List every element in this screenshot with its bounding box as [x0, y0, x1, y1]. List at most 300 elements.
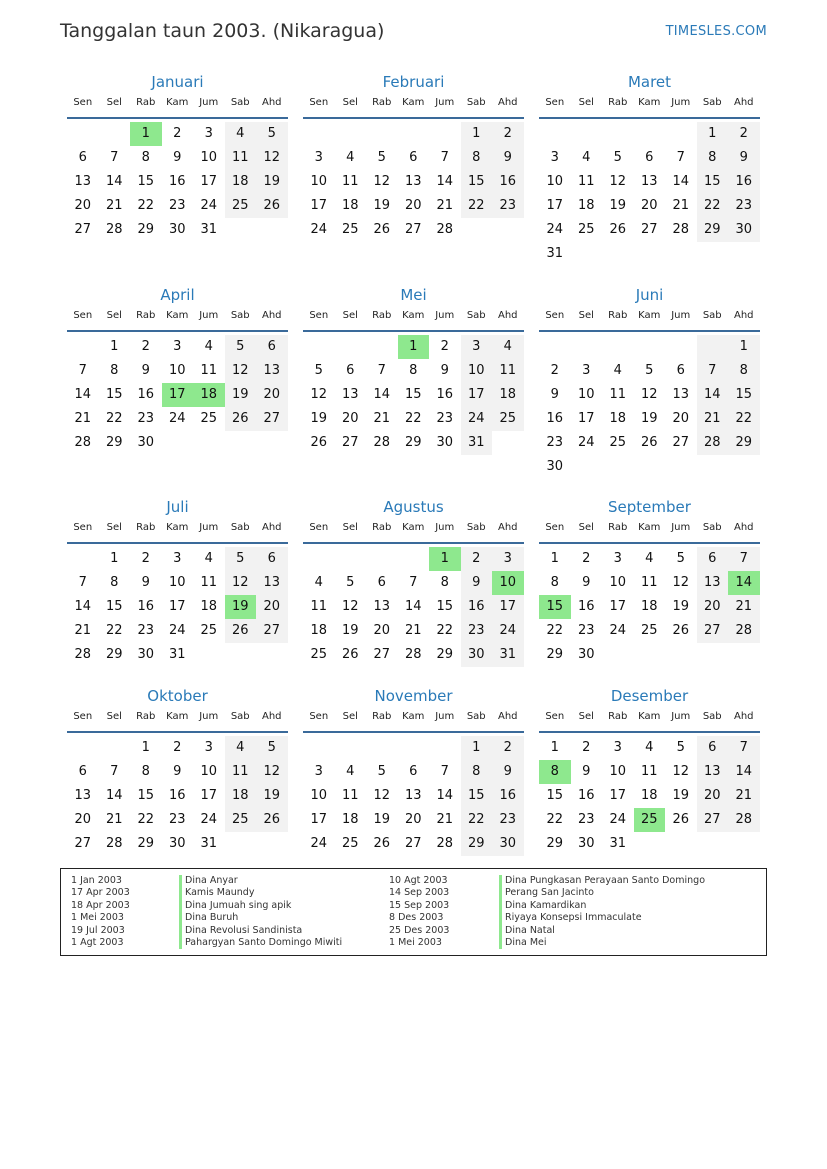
weekday-label: Rab: [136, 97, 156, 108]
day-cell: 6: [78, 150, 87, 165]
day-cell: 25: [341, 836, 359, 851]
empty-cell: [303, 547, 335, 571]
day-cell: 31: [492, 643, 524, 667]
day-cell: 7: [409, 575, 418, 590]
day-cell: 23: [137, 623, 155, 638]
day-cell: 26: [672, 812, 690, 827]
weekday-label: Sen: [73, 522, 93, 533]
day-cell: 10: [168, 575, 186, 590]
holiday-date: 17 Apr 2003: [71, 887, 130, 899]
day-cell: 5: [676, 551, 685, 566]
holiday-names-left: [179, 875, 342, 949]
month-januari: [67, 72, 288, 242]
day-cell: 15: [461, 170, 493, 194]
day-cell: 29: [728, 431, 760, 455]
day-cell: 18: [200, 599, 218, 614]
weekday-header: [539, 522, 760, 544]
empty-cell: [335, 547, 367, 571]
day-cell: 20: [404, 812, 422, 827]
weekday-header: [539, 97, 760, 119]
empty-cell: [366, 736, 398, 760]
empty-cell: [335, 736, 367, 760]
day-cell: 8: [461, 760, 493, 784]
day-cell: 22: [546, 812, 564, 827]
day-cell: 1: [398, 335, 430, 359]
empty-cell: [602, 335, 634, 359]
day-cell: 3: [173, 551, 182, 566]
day-cell: 23: [577, 623, 595, 638]
day-cell: 12: [640, 387, 658, 402]
weekday-label: Jum: [435, 310, 455, 321]
holiday-date: 18 Apr 2003: [71, 899, 130, 911]
day-cell: 12: [341, 599, 359, 614]
weekday-label: Rab: [136, 310, 156, 321]
day-cell: 10: [200, 764, 218, 779]
day-cell: 10: [577, 387, 595, 402]
brand-link[interactable]: TIMESLES.COM: [665, 24, 767, 39]
holiday-name: Dina Pungkasan Perayaan Santo Domingo: [499, 875, 705, 887]
weekday-label: Ahd: [733, 97, 754, 108]
day-cell: 30: [728, 218, 760, 242]
day-cell: 22: [697, 194, 729, 218]
day-cell: 21: [672, 198, 690, 213]
day-cell: 27: [256, 407, 288, 431]
day-cell: 25: [492, 407, 524, 431]
empty-cell: [461, 218, 493, 242]
day-cell: 15: [137, 174, 155, 189]
day-cell: 3: [613, 551, 622, 566]
weekday-label: Ahd: [497, 97, 518, 108]
day-cell: 15: [436, 599, 454, 614]
day-grid: [539, 547, 760, 667]
day-cell: 21: [728, 784, 760, 808]
empty-cell: [67, 122, 99, 146]
day-cell: 17: [461, 383, 493, 407]
day-cell: 11: [341, 788, 359, 803]
weekday-label: Sel: [578, 310, 594, 321]
day-cell: 25: [225, 194, 257, 218]
day-cell: 14: [436, 788, 454, 803]
weekday-label: Sen: [309, 310, 329, 321]
month-name: Juni: [635, 286, 664, 304]
day-cell: 3: [204, 126, 213, 141]
day-cell: 30: [461, 643, 493, 667]
day-cell: 7: [728, 547, 760, 571]
day-cell: 13: [74, 788, 92, 803]
weekday-label: Ahd: [733, 711, 754, 722]
empty-cell: [429, 122, 461, 146]
empty-cell: [665, 832, 697, 856]
day-cell: 23: [168, 198, 186, 213]
weekday-label: Ahd: [497, 310, 518, 321]
day-cell: 26: [373, 836, 391, 851]
day-cell: 21: [404, 623, 422, 638]
empty-cell: [366, 122, 398, 146]
day-cell: 13: [373, 599, 391, 614]
weekday-label: Sel: [106, 310, 122, 321]
empty-cell: [634, 643, 666, 667]
empty-cell: [697, 242, 729, 266]
day-cell: 13: [697, 760, 729, 784]
empty-cell: [398, 547, 430, 571]
day-cell: 16: [546, 411, 564, 426]
empty-cell: [539, 335, 571, 359]
day-cell: 13: [256, 359, 288, 383]
weekday-label: Kam: [166, 310, 189, 321]
day-cell: 4: [346, 150, 355, 165]
day-cell: 7: [377, 363, 386, 378]
day-cell: 15: [461, 784, 493, 808]
month-desember: [539, 686, 760, 856]
day-cell: 10: [546, 174, 564, 189]
weekday-label: Jum: [199, 97, 219, 108]
day-cell: 16: [168, 788, 186, 803]
day-cell: 3: [204, 740, 213, 755]
month-name: Oktober: [147, 687, 208, 705]
day-cell: 7: [440, 150, 449, 165]
day-cell: 3: [613, 740, 622, 755]
day-cell: 16: [577, 788, 595, 803]
day-cell: 3: [582, 363, 591, 378]
day-cell: 10: [609, 764, 627, 779]
day-cell: 8: [440, 575, 449, 590]
day-cell: 17: [577, 411, 595, 426]
day-cell: 25: [200, 411, 218, 426]
weekday-header: [303, 97, 524, 119]
weekday-label: Sab: [230, 711, 250, 722]
day-cell: 24: [168, 623, 186, 638]
empty-cell: [67, 335, 99, 359]
empty-cell: [602, 455, 634, 479]
day-cell: 3: [314, 764, 323, 779]
empty-cell: [571, 122, 603, 146]
weekday-label: Sel: [106, 97, 122, 108]
day-cell: 30: [577, 836, 595, 851]
weekday-header: [303, 310, 524, 332]
day-cell: 13: [697, 571, 729, 595]
day-cell: 13: [74, 174, 92, 189]
month-name: Mei: [400, 286, 427, 304]
empty-cell: [539, 122, 571, 146]
empty-cell: [67, 736, 99, 760]
weekday-label: Sel: [106, 522, 122, 533]
empty-cell: [303, 122, 335, 146]
empty-cell: [67, 547, 99, 571]
day-cell: 20: [404, 198, 422, 213]
day-cell: 14: [728, 571, 760, 595]
weekday-label: Kam: [638, 310, 661, 321]
day-cell: 17: [609, 599, 627, 614]
day-cell: 29: [105, 435, 123, 450]
weekday-header: [67, 522, 288, 544]
day-cell: 5: [377, 150, 386, 165]
day-cell: 23: [492, 194, 524, 218]
day-cell: 12: [609, 174, 627, 189]
day-cell: 30: [168, 836, 186, 851]
empty-cell: [256, 431, 288, 455]
empty-cell: [398, 736, 430, 760]
empty-cell: [665, 335, 697, 359]
day-cell: 11: [640, 764, 658, 779]
day-cell: 27: [697, 619, 729, 643]
day-cell: 7: [78, 363, 87, 378]
holiday-list: [60, 868, 767, 956]
day-cell: 6: [78, 764, 87, 779]
day-cell: 6: [409, 764, 418, 779]
day-cell: 24: [200, 812, 218, 827]
day-cell: 9: [173, 764, 182, 779]
day-grid: [303, 547, 524, 667]
day-cell: 23: [168, 812, 186, 827]
day-cell: 9: [582, 764, 591, 779]
day-cell: 11: [310, 599, 328, 614]
day-cell: 16: [137, 599, 155, 614]
day-cell: 5: [645, 363, 654, 378]
day-cell: 1: [110, 551, 119, 566]
weekday-label: Sen: [309, 97, 329, 108]
weekday-header: [303, 711, 524, 733]
day-cell: 4: [645, 551, 654, 566]
empty-cell: [429, 736, 461, 760]
weekday-label: Sel: [578, 711, 594, 722]
empty-cell: [571, 242, 603, 266]
empty-cell: [571, 455, 603, 479]
empty-cell: [193, 643, 225, 667]
day-cell: 21: [105, 812, 123, 827]
day-cell: 18: [193, 383, 225, 407]
day-cell: 29: [137, 222, 155, 237]
empty-cell: [665, 122, 697, 146]
day-cell: 5: [314, 363, 323, 378]
day-cell: 28: [105, 836, 123, 851]
empty-cell: [492, 431, 524, 455]
day-cell: 8: [110, 575, 119, 590]
day-grid: [67, 335, 288, 455]
day-cell: 3: [461, 335, 493, 359]
weekday-label: Rab: [608, 711, 628, 722]
holiday-date: 1 Mei 2003: [389, 936, 442, 948]
weekday-label: Sab: [702, 97, 722, 108]
day-cell: 10: [461, 359, 493, 383]
day-cell: 27: [404, 836, 422, 851]
day-cell: 4: [346, 764, 355, 779]
day-cell: 19: [640, 411, 658, 426]
day-cell: 14: [105, 788, 123, 803]
day-cell: 22: [461, 194, 493, 218]
day-cell: 24: [546, 222, 564, 237]
day-cell: 12: [256, 760, 288, 784]
day-cell: 15: [539, 595, 571, 619]
day-cell: 17: [168, 599, 186, 614]
holiday-dates-right: [389, 875, 449, 949]
day-cell: 9: [492, 760, 524, 784]
day-cell: 21: [74, 411, 92, 426]
day-grid: [539, 736, 760, 856]
empty-cell: [398, 122, 430, 146]
day-cell: 24: [577, 435, 595, 450]
day-cell: 28: [404, 647, 422, 662]
day-cell: 10: [200, 150, 218, 165]
day-cell: 29: [105, 647, 123, 662]
day-grid: [67, 547, 288, 667]
empty-cell: [728, 455, 760, 479]
weekday-label: Ahd: [261, 711, 282, 722]
empty-cell: [256, 218, 288, 242]
day-cell: 4: [225, 736, 257, 760]
day-cell: 26: [672, 623, 690, 638]
day-cell: 23: [461, 619, 493, 643]
month-juli: [67, 497, 288, 667]
day-cell: 31: [461, 431, 493, 455]
day-cell: 7: [78, 575, 87, 590]
day-cell: 22: [436, 623, 454, 638]
day-cell: 1: [697, 122, 729, 146]
day-grid: [539, 122, 760, 266]
day-cell: 22: [105, 623, 123, 638]
day-cell: 14: [436, 174, 454, 189]
day-cell: 27: [404, 222, 422, 237]
day-cell: 3: [550, 150, 559, 165]
day-grid: [303, 122, 524, 242]
day-cell: 26: [373, 222, 391, 237]
day-grid: [67, 122, 288, 242]
weekday-label: Jum: [199, 711, 219, 722]
day-cell: 28: [373, 435, 391, 450]
empty-cell: [728, 643, 760, 667]
day-cell: 7: [110, 764, 119, 779]
day-cell: 11: [341, 174, 359, 189]
weekday-label: Rab: [608, 310, 628, 321]
day-cell: 7: [440, 764, 449, 779]
weekday-label: Kam: [402, 711, 425, 722]
day-cell: 25: [609, 435, 627, 450]
day-cell: 3: [492, 547, 524, 571]
day-cell: 22: [137, 812, 155, 827]
day-cell: 2: [582, 551, 591, 566]
day-cell: 12: [256, 146, 288, 170]
day-cell: 4: [492, 335, 524, 359]
day-cell: 9: [440, 363, 449, 378]
day-cell: 21: [74, 623, 92, 638]
day-cell: 25: [200, 623, 218, 638]
day-cell: 6: [697, 547, 729, 571]
empty-cell: [602, 122, 634, 146]
day-cell: 30: [577, 647, 595, 662]
empty-cell: [303, 335, 335, 359]
day-cell: 18: [310, 623, 328, 638]
day-cell: 5: [377, 764, 386, 779]
weekday-label: Sab: [702, 310, 722, 321]
weekday-label: Sab: [702, 711, 722, 722]
holiday-date: 1 Mei 2003: [71, 912, 124, 924]
day-cell: 7: [676, 150, 685, 165]
month-name: September: [608, 498, 691, 516]
day-cell: 30: [436, 435, 454, 450]
day-cell: 19: [373, 812, 391, 827]
day-cell: 4: [225, 122, 257, 146]
month-maret: [539, 72, 760, 266]
day-cell: 10: [609, 575, 627, 590]
day-cell: 5: [225, 335, 257, 359]
weekday-label: Sen: [309, 522, 329, 533]
holiday-names-right: [499, 875, 705, 949]
empty-cell: [634, 335, 666, 359]
month-juni: [539, 285, 760, 479]
day-cell: 17: [546, 198, 564, 213]
empty-cell: [225, 643, 257, 667]
day-cell: 4: [314, 575, 323, 590]
day-cell: 5: [676, 740, 685, 755]
empty-cell: [728, 832, 760, 856]
day-cell: 17: [310, 198, 328, 213]
day-cell: 14: [74, 599, 92, 614]
day-cell: 17: [492, 595, 524, 619]
day-cell: 5: [346, 575, 355, 590]
weekday-label: Sen: [73, 711, 93, 722]
day-cell: 2: [550, 363, 559, 378]
holiday-date: 15 Sep 2003: [389, 899, 450, 911]
empty-cell: [492, 218, 524, 242]
day-cell: 2: [492, 122, 524, 146]
day-cell: 5: [613, 150, 622, 165]
day-cell: 29: [546, 647, 564, 662]
day-cell: 13: [341, 387, 359, 402]
day-cell: 21: [697, 407, 729, 431]
day-cell: 15: [728, 383, 760, 407]
day-cell: 18: [341, 812, 359, 827]
weekday-label: Sel: [342, 97, 358, 108]
empty-cell: [366, 335, 398, 359]
empty-cell: [665, 242, 697, 266]
empty-cell: [366, 547, 398, 571]
day-cell: 9: [582, 575, 591, 590]
day-cell: 18: [341, 198, 359, 213]
holiday-date: 19 Jul 2003: [71, 924, 125, 936]
day-cell: 9: [550, 387, 559, 402]
weekday-header: [539, 310, 760, 332]
day-cell: 17: [609, 788, 627, 803]
holiday-name: Dina Jumuah sing apik: [179, 900, 342, 912]
weekday-label: Jum: [671, 711, 691, 722]
weekday-label: Sel: [106, 711, 122, 722]
empty-cell: [634, 122, 666, 146]
day-cell: 15: [546, 788, 564, 803]
day-cell: 6: [377, 575, 386, 590]
empty-cell: [571, 335, 603, 359]
day-cell: 22: [105, 411, 123, 426]
day-cell: 6: [409, 150, 418, 165]
day-cell: 28: [74, 647, 92, 662]
month-name: Agustus: [383, 498, 444, 516]
weekday-label: Sab: [230, 522, 250, 533]
day-cell: 8: [697, 146, 729, 170]
day-cell: 10: [310, 788, 328, 803]
day-cell: 25: [225, 808, 257, 832]
day-cell: 1: [728, 335, 760, 359]
weekday-label: Kam: [166, 711, 189, 722]
month-februari: [303, 72, 524, 242]
day-cell: 26: [225, 619, 257, 643]
day-cell: 30: [168, 222, 186, 237]
day-cell: 31: [168, 647, 186, 662]
holiday-name: Perang San Jacinto: [499, 887, 705, 899]
weekday-label: Sen: [545, 522, 565, 533]
day-cell: 20: [74, 198, 92, 213]
weekday-label: Sab: [466, 97, 486, 108]
weekday-label: Rab: [136, 711, 156, 722]
day-cell: 2: [582, 740, 591, 755]
weekday-header: [539, 711, 760, 733]
